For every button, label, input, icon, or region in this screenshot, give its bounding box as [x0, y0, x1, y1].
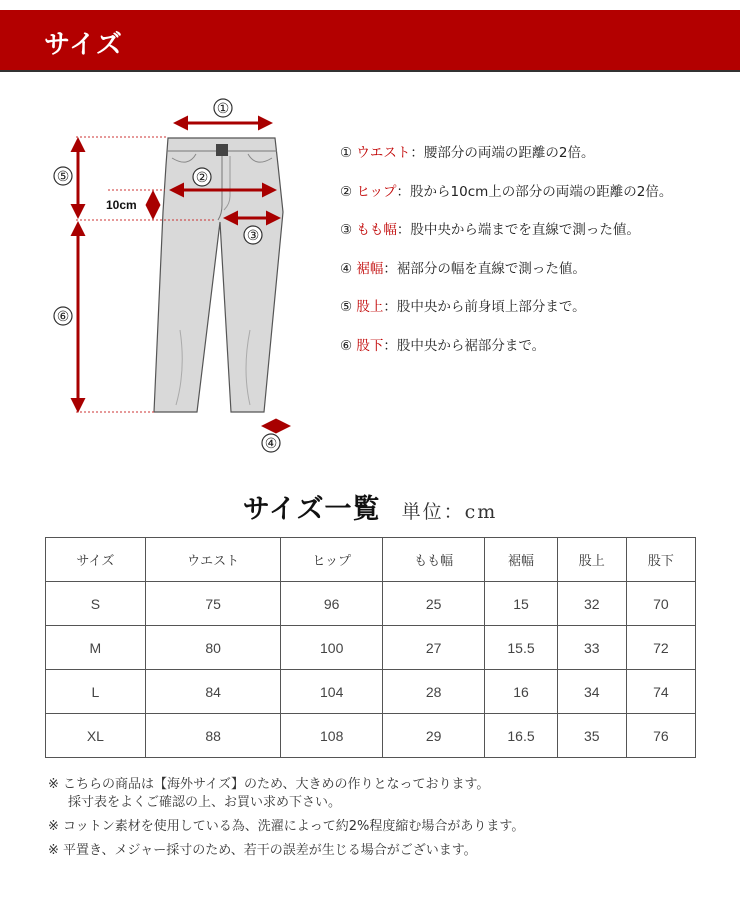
definition-hem: ④ 裾幅：裾部分の幅を直線で測った値。	[340, 260, 586, 277]
size-table	[45, 537, 696, 758]
marker-6	[54, 307, 72, 325]
table-header-row	[46, 538, 696, 582]
definition-hip: ② ヒップ：股から10cm上の部分の両端の距離の2倍。	[340, 183, 673, 200]
table-cell: 96	[281, 582, 382, 626]
table-cell: 34	[557, 670, 626, 714]
note-measurement-error: ※ 平置き、メジャー採寸のため、若干の誤差が生じる場合がございます。	[48, 843, 477, 858]
header-divider	[0, 70, 740, 72]
note-overseas-size: ※ こちらの商品は【海外サイズ】のため、大きめの作りとなっております。 採寸表をよくご確認の上、お買い求め下さい。	[48, 777, 490, 810]
table-cell: 32	[557, 582, 626, 626]
table-row	[46, 714, 696, 758]
header-cell: ヒップ	[281, 538, 382, 582]
table-cell: 15	[485, 582, 557, 626]
table-cell: L	[46, 670, 146, 714]
definition-thigh: ③ もも幅：股中央から端までを直線で測った値。	[340, 222, 640, 238]
table-cell: 104	[281, 670, 382, 714]
table-cell: 28	[382, 670, 484, 714]
table-cell: 88	[145, 714, 281, 758]
table-row	[46, 582, 696, 626]
table-cell: 72	[626, 626, 695, 670]
table-cell: S	[46, 582, 146, 626]
pants-illustration	[154, 138, 283, 412]
table-cell: 76	[626, 714, 695, 758]
table-cell: 16	[485, 670, 557, 714]
marker-4	[262, 434, 280, 452]
table-cell: 70	[626, 582, 695, 626]
table-cell: XL	[46, 714, 146, 758]
header-cell: サイズ	[46, 538, 146, 582]
header-cell: もも幅	[382, 538, 484, 582]
table-cell: M	[46, 626, 146, 670]
table-cell: 16.5	[485, 714, 557, 758]
table-cell: 75	[145, 582, 281, 626]
svg-text:②: ②	[195, 169, 209, 185]
pants-measurement-diagram	[0, 90, 330, 470]
definition-inseam: ⑥ 股下：股中央から裾部分まで。	[340, 337, 546, 354]
notes	[48, 776, 728, 866]
button-icon	[216, 144, 228, 156]
table-cell: 108	[281, 714, 382, 758]
table-cell: 27	[382, 626, 484, 670]
size-chart-title: サイズ一覧	[242, 494, 381, 525]
table-cell: 33	[557, 626, 626, 670]
measurement-definitions	[340, 145, 735, 376]
table-cell: 35	[557, 714, 626, 758]
svg-text:④: ④	[264, 435, 278, 451]
marker-2	[193, 168, 211, 186]
table-cell: 29	[382, 714, 484, 758]
marker-1	[214, 99, 232, 117]
svg-text:①: ①	[216, 100, 230, 116]
marker-3	[244, 226, 262, 244]
table-cell: 74	[626, 670, 695, 714]
header-cell: 裾幅	[485, 538, 557, 582]
definition-rise: ⑤ 股上：股中央から前身頃上部分まで。	[340, 299, 586, 315]
header-cell: 股下	[626, 538, 695, 582]
table-cell: 84	[145, 670, 281, 714]
table-cell: 100	[281, 626, 382, 670]
offset-label: 10cm	[106, 198, 137, 212]
size-chart-heading	[0, 487, 740, 526]
table-cell: 80	[145, 626, 281, 670]
table-row	[46, 670, 696, 714]
page-title: サイズ	[44, 30, 123, 60]
svg-text:③: ③	[246, 227, 260, 243]
table-cell: 25	[382, 582, 484, 626]
note-shrinkage: ※ コットン素材を使用している為、洗濯によって約2%程度縮む場合があります。	[48, 819, 525, 834]
header-cell: ウエスト	[145, 538, 281, 582]
definition-waist: ① ウエスト：腰部分の両端の距離の2倍。	[340, 145, 595, 161]
svg-text:⑤: ⑤	[56, 168, 70, 184]
table-cell: 15.5	[485, 626, 557, 670]
table-row	[46, 626, 696, 670]
svg-text:⑥: ⑥	[56, 308, 70, 324]
size-chart-unit: 単位：cm	[401, 501, 498, 523]
header-cell: 股上	[557, 538, 626, 582]
marker-5	[54, 167, 72, 185]
